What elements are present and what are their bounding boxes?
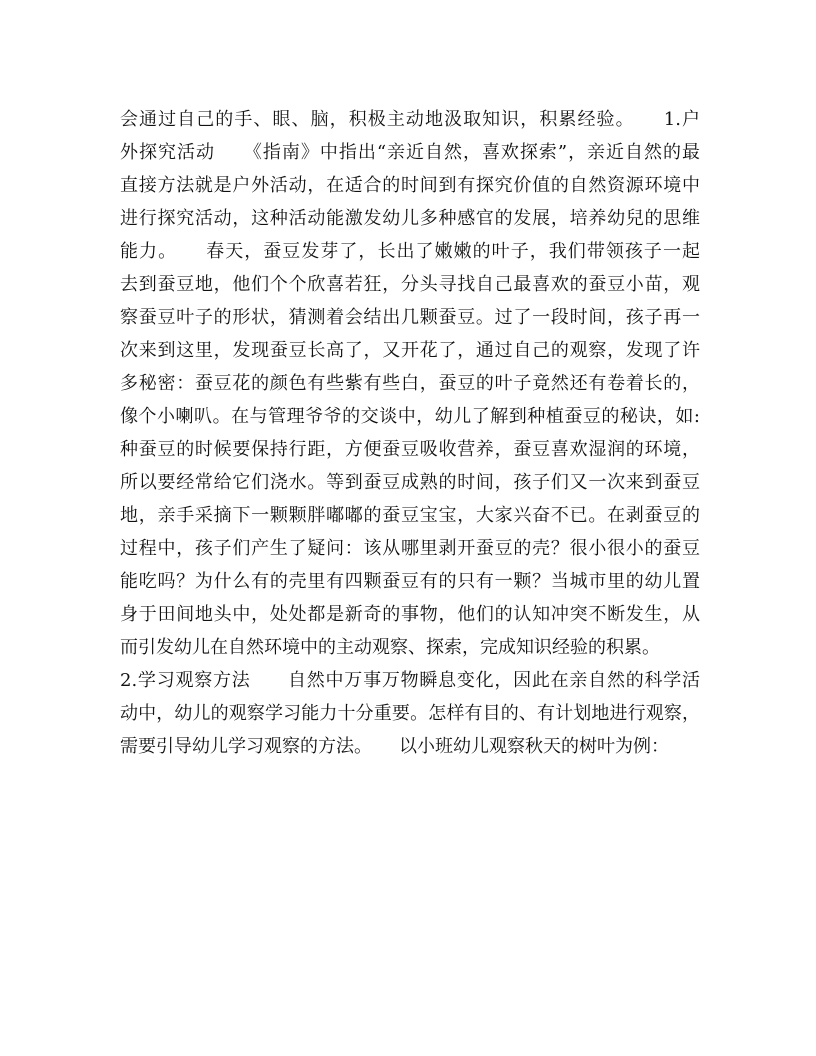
text-line: 去到蚕豆地，他们个个欣喜若狂，分头寻找自己最喜欢的蚕豆小苗，观	[120, 274, 700, 295]
text-line: 2.学习观察方法 自然中万事万物瞬息变化，因此在亲自然的科学活	[120, 670, 700, 691]
text-line: 而引发幼儿在自然环境中的主动观察、探索，完成知识经验的积累。	[120, 637, 660, 658]
body-text	[120, 103, 700, 763]
text-line: 次来到这里，发现蚕豆长高了，又开花了，通过自己的观察，发现了许	[120, 340, 700, 361]
text-line: 能吃吗？为什么有的壳里有四颗蚕豆有的只有一颗？当城市里的幼儿置	[120, 571, 700, 592]
text-line: 动中，幼儿的观察学习能力十分重要。怎样有目的、有计划地进行观察，	[120, 703, 700, 724]
text-line: 像个小喇叭。在与管理爷爷的交谈中，幼儿了解到种植蚕豆的秘诀，如:	[120, 406, 700, 427]
text-line: 过程中，孩子们产生了疑问：该从哪里剥开蚕豆的壳？很小很小的蚕豆	[120, 538, 700, 559]
text-line: 所以要经常给它们浇水。等到蚕豆成熟的时间，孩子们又一次来到蚕豆	[120, 472, 700, 493]
text-line: 察蚕豆叶子的形状，猜测着会结出几颗蚕豆。过了一段时间，孩子再一	[120, 307, 700, 328]
text-line: 多秘密：蚕豆花的颜色有些紫有些白，蚕豆的叶子竟然还有卷着长的，	[120, 373, 700, 394]
text-line: 地，亲手采摘下一颗颗胖嘟嘟的蚕豆宝宝，大家兴奋不已。在剥蚕豆的	[120, 505, 700, 526]
text-line: 会通过自己的手、眼、脑，积极主动地汲取知识，积累经验。 1.户	[120, 109, 700, 130]
text-line: 需要引导幼儿学习观察的方法。 以小班幼儿观察秋天的树叶为例：	[120, 736, 669, 757]
text-line: 外探究活动 《指南》中指出“亲近自然，喜欢探索”，亲近自然的最	[120, 142, 700, 163]
text-line: 进行探究活动，这种活动能激发幼儿多种感官的发展，培养幼兒的思维	[120, 208, 700, 229]
text-line: 身于田间地头中，处处都是新奇的事物，他们的认知冲突不断发生，从	[120, 604, 700, 625]
text-line: 种蚕豆的时候要保持行距，方便蚕豆吸收营养，蚕豆喜欢湿润的环境，	[120, 439, 700, 460]
text-line: 直接方法就是户外活动，在适合的时间到有探究价值的自然资源环境中	[120, 175, 700, 196]
text-line: 能力。 春天，蚕豆发芽了，长出了嫩嫩的叶子，我们带领孩子一起	[120, 241, 700, 262]
